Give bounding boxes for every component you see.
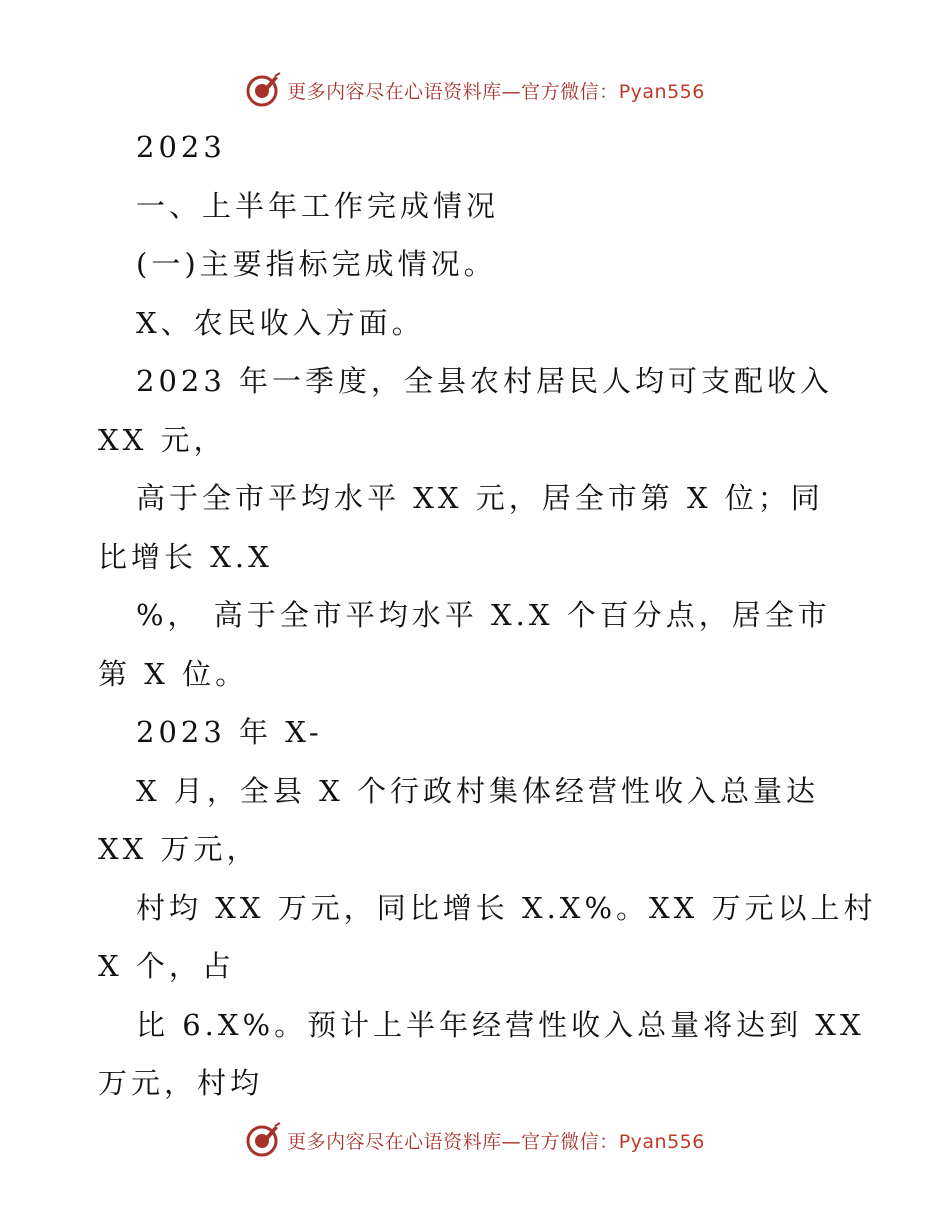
banner-wechat-handle: Pyan556 — [618, 1130, 705, 1153]
paragraph-line: 高于全市平均水平 XX 元，居全市第 X 位；同 — [136, 481, 824, 515]
document-body — [98, 118, 877, 1113]
paragraph-line: 比 6.X%。预计上半年经营性收入总量将达到 XX — [136, 1007, 865, 1042]
paragraph-line: X 月，全县 X 个行政村集体经营性收入总量达 — [136, 773, 819, 808]
footer-watermark-banner — [0, 1120, 950, 1160]
banner-site-text: 更多内容尽在心语资料库 — [287, 1130, 502, 1153]
footer-banner-text — [287, 1127, 705, 1154]
header-banner-text — [287, 77, 705, 104]
paragraph-line: 比增长 X.X — [98, 539, 273, 574]
paragraph-line: 2023 年一季度，全县农村居民人均可支配收入 — [136, 364, 834, 398]
banner-dash: — — [501, 1130, 522, 1153]
banner-dash: — — [501, 80, 522, 103]
topic-heading: X、农民收入方面。 — [136, 305, 425, 340]
paragraph-line: 第 X 位。 — [98, 656, 249, 691]
banner-wechat-label: 官方微信： — [521, 80, 619, 103]
banner-wechat-handle: Pyan556 — [618, 80, 705, 103]
paragraph-line: X 个，占 — [98, 949, 235, 983]
paragraph-line: 村均 XX 万元，同比增长 X.X%。XX 万元以上村 — [136, 890, 877, 925]
quill-logo-icon — [245, 72, 281, 108]
section-heading: 一、上半年工作完成情况 — [136, 188, 500, 223]
paragraph-line: 2023 年 X- — [136, 715, 323, 749]
paragraph-line: XX 万元， — [98, 832, 260, 866]
banner-site-text: 更多内容尽在心语资料库 — [287, 80, 502, 103]
subsection-heading: (一)主要指标完成情况。 — [136, 247, 497, 281]
header-watermark-banner — [0, 70, 950, 110]
banner-wechat-label: 官方微信： — [521, 1130, 619, 1153]
paragraph-line: %， 高于全市平均水平 X.X 个百分点，居全市 — [136, 598, 831, 632]
paragraph-line: 万元，村均 — [98, 1066, 264, 1100]
quill-logo-icon — [245, 1122, 281, 1158]
paragraph-line: XX 元， — [98, 422, 227, 457]
year-heading: 2023 — [136, 130, 226, 164]
